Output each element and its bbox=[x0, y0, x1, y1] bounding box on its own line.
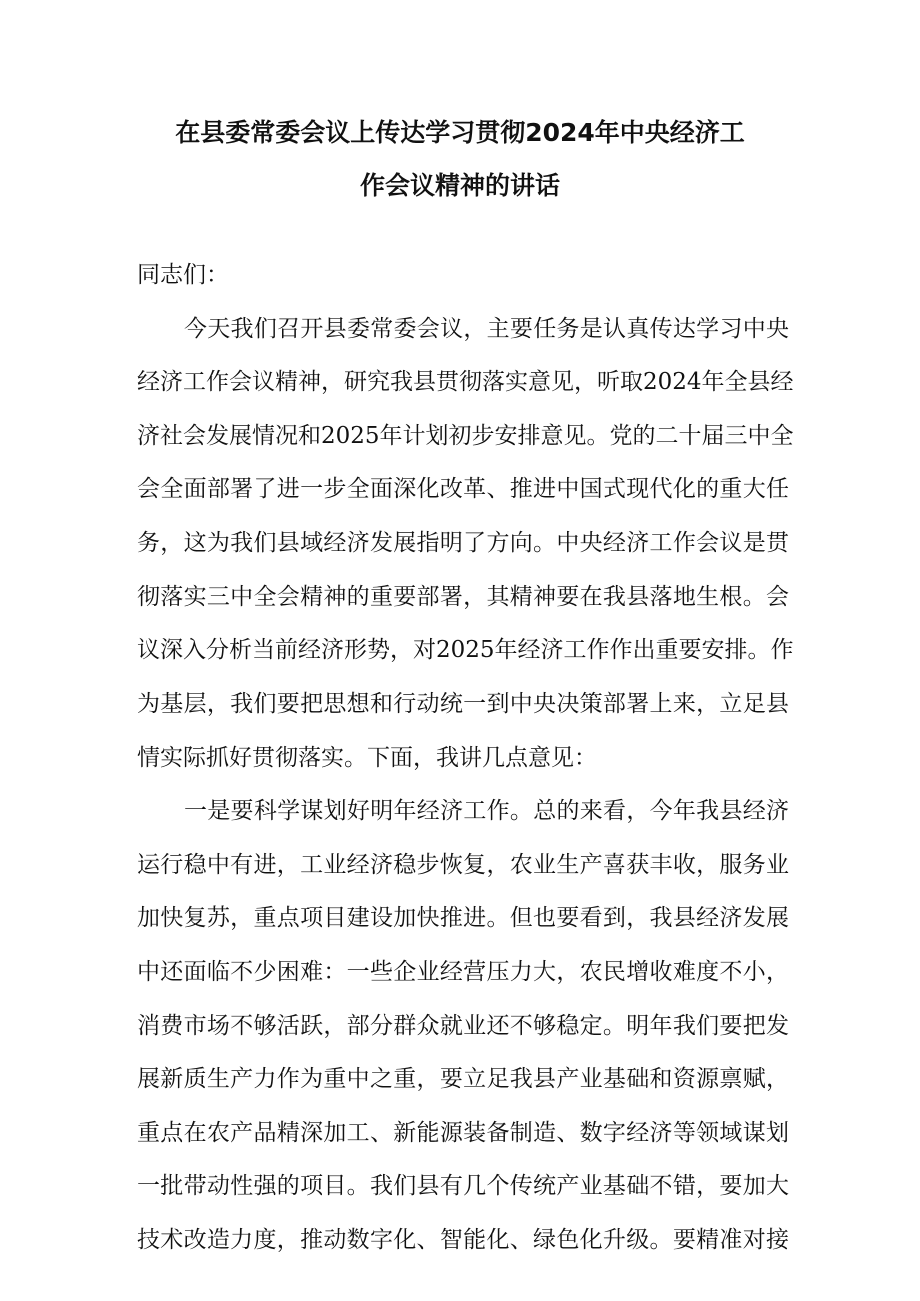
paragraph-line: 情实际抓好贯彻落实。下面，我讲几点意见： bbox=[137, 745, 597, 771]
paragraph-line: 今天我们召开县委常委会议，主要任务是认真传达学习中央 bbox=[184, 316, 789, 342]
paragraph-line: 重点在农产品精深加工、新能源装备制造、数字经济等领域谋划 bbox=[137, 1120, 789, 1146]
paragraph-line: 一是要科学谋划好明年经济工作。总的来看，今年我县经济 bbox=[184, 798, 789, 824]
paragraph-line: 会全面部署了进一步全面深化改革、推进中国式现代化的重大任 bbox=[137, 476, 789, 502]
paragraph-line: 务，这为我们县域经济发展指明了方向。中央经济工作会议是贯 bbox=[137, 530, 789, 556]
salutation: 同志们： bbox=[137, 262, 229, 288]
paragraph-line: 运行稳中有进，工业经济稳步恢复，农业生产喜获丰收，服务业 bbox=[137, 852, 789, 878]
paragraph-line: 经济工作会议精神，研究我县贯彻落实意见，听取2024年全县经 bbox=[137, 369, 794, 395]
document-title-line-1: 在县委常委会议上传达学习贯彻2024年中央经济工 bbox=[175, 118, 745, 147]
paragraph-line: 为基层，我们要把思想和行动统一到中央决策部署上来，立足县 bbox=[137, 691, 789, 717]
paragraph-line: 技术改造力度，推动数字化、智能化、绿色化升级。要精准对接 bbox=[137, 1227, 789, 1253]
paragraph-line: 一批带动性强的项目。我们县有几个传统产业基础不错，要加大 bbox=[137, 1173, 789, 1199]
paragraph-line: 中还面临不少困难：一些企业经营压力大，农民增收难度不小， bbox=[137, 959, 789, 985]
paragraph-line: 彻落实三中全会精神的重要部署，其精神要在我县落地生根。会 bbox=[137, 584, 789, 610]
paragraph-line: 展新质生产力作为重中之重，要立足我县产业基础和资源禀赋， bbox=[137, 1066, 789, 1092]
document-title-line-2: 作会议精神的讲话 bbox=[359, 171, 560, 200]
paragraph-line: 议深入分析当前经济形势，对2025年经济工作作出重要安排。作 bbox=[137, 637, 794, 663]
paragraph-line: 加快复苏，重点项目建设加快推进。但也要看到，我县经济发展 bbox=[137, 905, 789, 931]
paragraph-line: 济社会发展情况和2025年计划初步安排意见。党的二十届三中全 bbox=[137, 423, 794, 449]
paragraph-line: 消费市场不够活跃，部分群众就业还不够稳定。明年我们要把发 bbox=[137, 1013, 789, 1039]
